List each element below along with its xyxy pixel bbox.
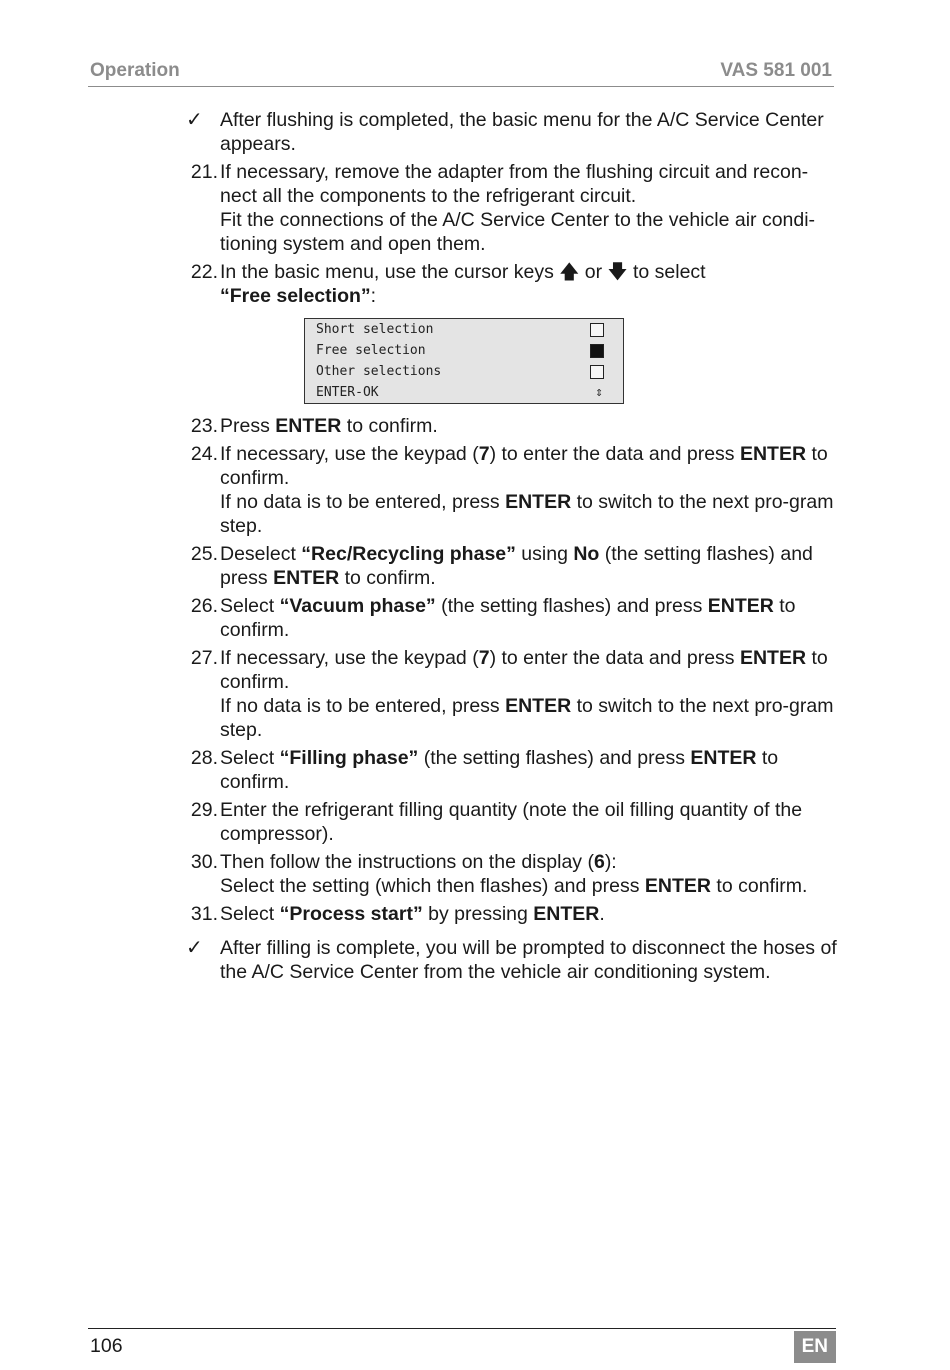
step-number: 31. xyxy=(190,903,218,925)
step-text: (the setting flashes) and press xyxy=(435,595,708,617)
step-21 xyxy=(180,160,840,256)
step-27 xyxy=(180,646,840,742)
step-24 xyxy=(180,442,840,538)
instructions xyxy=(180,108,840,988)
step-text: If necessary, remove the adapter from the flushing circuit and recon-nect all the components to the refrigerant circuit. xyxy=(220,161,809,207)
step-text: to confirm. xyxy=(711,875,808,897)
key-name: ENTER xyxy=(505,491,572,513)
step-text: to confirm. xyxy=(220,647,828,693)
step-text: to switch to the next pro-gram step. xyxy=(220,695,834,741)
check-icon: ✓ xyxy=(186,109,203,131)
display-row-label: Free selection xyxy=(316,343,426,358)
key-name: 7 xyxy=(478,647,490,669)
step-22 xyxy=(180,260,840,308)
step-number: 28. xyxy=(190,747,218,769)
display-row-label: Short selection xyxy=(316,322,434,337)
step-text: (the setting flashes) and press xyxy=(418,747,691,769)
step-text: to select xyxy=(627,261,706,283)
step-text: Press xyxy=(220,415,276,437)
step-text: ): xyxy=(604,851,617,873)
step-text: to switch to the next pro-gram step. xyxy=(220,491,834,537)
checkbox-filled-icon xyxy=(590,344,604,358)
step-text: Enter the refrigerant filling quantity (note the oil filling quantity of the compressor). xyxy=(220,799,803,845)
up-down-arrow-icon: ⇕ xyxy=(595,385,603,400)
step-text: (the setting flashes) and press xyxy=(220,543,813,589)
step-number: 29. xyxy=(190,799,218,821)
step-text: If no data is to be entered, press xyxy=(220,695,506,717)
step-31 xyxy=(180,902,840,926)
step-25 xyxy=(180,542,840,590)
step-text: Select xyxy=(220,747,280,769)
key-name: ENTER xyxy=(739,443,807,465)
step-text: to confirm. xyxy=(220,747,779,793)
page-header xyxy=(88,58,834,87)
step-number: 21. xyxy=(190,161,218,183)
step-text: ) to enter the data and press xyxy=(489,443,740,465)
result-check-1 xyxy=(180,108,840,156)
result-text: After flushing is completed, the basic menu for the A/C Service Center appears. xyxy=(220,109,824,155)
step-text: Deselect xyxy=(220,543,302,565)
step-26 xyxy=(180,594,840,642)
result-text: After filling is complete, you will be prompted to disconnect the hoses of the A/C Service Center from the vehicle air conditioning system. xyxy=(220,937,837,983)
step-text: using xyxy=(515,543,574,565)
step-text: Select xyxy=(220,595,280,617)
step-30 xyxy=(180,850,840,898)
model-number: VAS 581 001 xyxy=(720,60,832,81)
key-name: ENTER xyxy=(533,903,600,925)
step-text: : xyxy=(370,285,377,307)
phase-name: “Vacuum phase” xyxy=(279,595,436,617)
step-text: Fit the connections of the A/C Service Center to the vehicle air condi-tioning system and open them. xyxy=(220,209,816,255)
step-text: to confirm. xyxy=(341,415,438,437)
menu-option-name: “Free selection” xyxy=(220,285,371,307)
lcd-display xyxy=(304,318,624,404)
step-text: . xyxy=(599,903,605,925)
step-number: 30. xyxy=(190,851,218,873)
display-row-label: Other selections xyxy=(316,364,442,379)
display-row-short xyxy=(316,319,604,340)
checkbox-empty-icon xyxy=(590,323,604,337)
key-name: ENTER xyxy=(644,875,711,897)
step-number: 26. xyxy=(190,595,218,617)
key-name: ENTER xyxy=(505,695,572,717)
key-name: ENTER xyxy=(273,567,340,589)
step-28 xyxy=(180,746,840,794)
phase-name: “Filling phase” xyxy=(279,747,419,769)
display-row-enter xyxy=(316,382,604,403)
arrow-up-icon: 🡅 xyxy=(559,261,580,283)
step-text: ) to enter the data and press xyxy=(489,647,740,669)
step-text: to confirm. xyxy=(220,595,796,641)
step-number: 27. xyxy=(190,647,218,669)
key-name: ENTER xyxy=(739,647,807,669)
step-text: If no data is to be entered, press xyxy=(220,491,506,513)
step-text: If necessary, use the keypad ( xyxy=(220,443,479,465)
page-footer xyxy=(88,1328,836,1357)
key-name: ENTER xyxy=(690,747,757,769)
check-icon: ✓ xyxy=(186,937,203,959)
step-number: 23. xyxy=(190,415,218,437)
step-text: to confirm. xyxy=(220,443,828,489)
key-name: ENTER xyxy=(707,595,774,617)
result-check-2 xyxy=(180,936,840,984)
display-row-other xyxy=(316,361,604,382)
step-text: Select xyxy=(220,903,280,925)
page-number: 106 xyxy=(90,1335,123,1357)
section-title: Operation xyxy=(90,60,180,81)
display-footer-label: ENTER-OK xyxy=(316,385,379,400)
step-text: to confirm. xyxy=(339,567,436,589)
step-text: Then follow the instructions on the display ( xyxy=(220,851,594,873)
phase-name: “Process start” xyxy=(279,903,423,925)
step-text: In the basic menu, use the cursor keys xyxy=(220,261,560,283)
step-text: If necessary, use the keypad ( xyxy=(220,647,479,669)
step-23 xyxy=(180,414,840,438)
display-row-free xyxy=(316,340,604,361)
step-text: Select the setting (which then flashes) and press xyxy=(220,875,645,897)
step-text: by pressing xyxy=(422,903,534,925)
key-name: 7 xyxy=(478,443,490,465)
step-number: 25. xyxy=(190,543,218,565)
step-number: 22. xyxy=(190,261,218,283)
phase-name: “Rec/Recycling phase” xyxy=(301,543,516,565)
key-name: 6 xyxy=(593,851,605,873)
step-text: or xyxy=(579,261,608,283)
language-badge: EN xyxy=(794,1331,836,1363)
key-name: No xyxy=(573,543,600,565)
arrow-down-icon: 🡇 xyxy=(607,261,628,283)
step-29 xyxy=(180,798,840,846)
step-number: 24. xyxy=(190,443,218,465)
checkbox-empty-icon xyxy=(590,365,604,379)
key-name: ENTER xyxy=(275,415,342,437)
